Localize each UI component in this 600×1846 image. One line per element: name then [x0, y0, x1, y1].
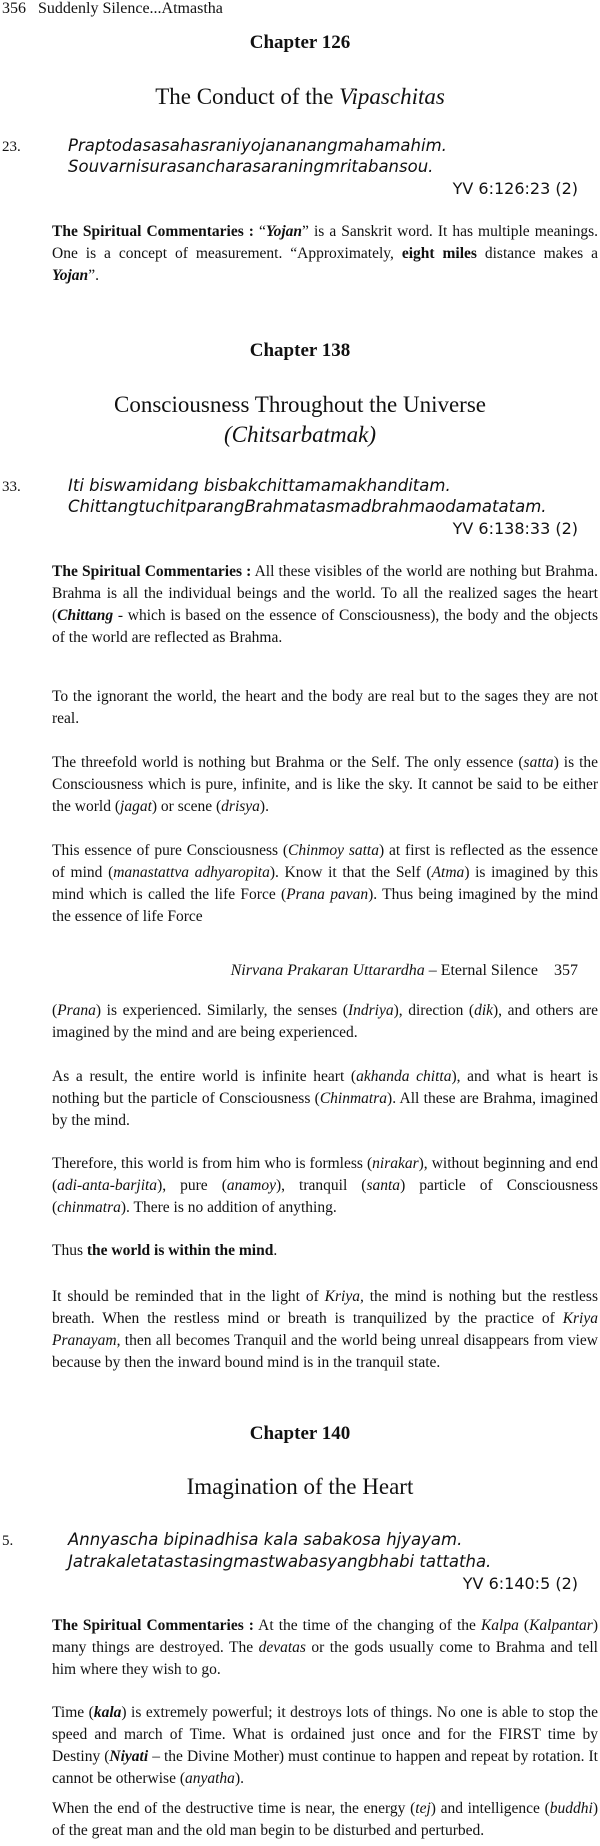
page-number: 356: [2, 0, 26, 17]
book-title: Suddenly Silence...Atmastha: [38, 0, 223, 17]
verse-line: Praptodasasahasraniyojananangmahamahim.: [68, 136, 447, 155]
chapter-heading: Chapter 138: [249, 340, 351, 361]
body-paragraph: As a result, the entire world is infinite heart (akhanda chitta), and what is heart is nothing but the particle of Consciousness (Chinmatra). All these are Brahma, imagined by the mind.: [52, 1068, 599, 1129]
body-paragraph: This essence of pure Consciousness (Chinmoy satta) at first is reflected as the essence of mind (manastattva adhyaropita). Know it that the Self (Atma) is imagined by this mind which is called the life Force (Prana pavan). Thus being imagined by the mind the essence of life Force: [52, 842, 598, 925]
body-paragraph: It should be reminded that in the light of Kriya, the mind is nothing but the restless breath. When the restless mind or breath is tranquilized by the practice of Kriya Pranayam, then all becomes Tranquil and the world being unreal disappears from view because by then the inward bound mind is in the tranquil state.: [52, 1288, 598, 1371]
body-paragraph: To the ignorant the world, the heart and the body are real but to the sages they are not real.: [52, 688, 598, 727]
chapter-title: [0, 82, 600, 112]
section-name: Nirvana Prakaran Uttarardha: [230, 962, 425, 979]
verse-line: Iti biswamidang bisbakchittamamakhanditam.: [68, 476, 451, 495]
commentary-label: The Spiritual Commentaries :: [52, 223, 254, 240]
body-paragraph: Thus the world is within the mind.: [52, 1242, 278, 1259]
verse-reference: YV 6:138:33 (2): [452, 519, 578, 538]
commentary-paragraph: The Spiritual Commentaries : At the time of the changing of the Kalpa (Kalpantar) many things are destroyed. The devatas or the gods usually come to Brahma and tell him where they wish to go.: [52, 1617, 598, 1678]
commentary-label: The Spiritual Commentaries :: [52, 563, 252, 580]
verse-line: Souvarnisurasancharasaraningmritabansou.: [68, 157, 434, 176]
verse-number: 5.: [2, 1533, 14, 1549]
body-paragraph: When the end of the destructive time is near, the energy (tej) and intelligence (buddhi) of the great man and the old man begin to be disturbed and perturbed.: [52, 1800, 598, 1839]
commentary-paragraph: The Spiritual Commentaries : “Yojan” is a Sanskrit word. It has multiple meanings. One is a concept of measurement. “Approximately, eight miles distance makes a Yojan”.: [52, 223, 598, 284]
verse-number: 33.: [2, 479, 21, 495]
body-paragraph: Therefore, this world is from him who is formless (nirakar), without beginning and end (adi-anta-barjita), pure (anamoy), tranquil (santa) particle of Consciousness (chinmatra). There is no addition of anything.: [52, 1155, 599, 1216]
verse-reference: YV 6:126:23 (2): [452, 179, 578, 198]
page-number: 357: [554, 962, 578, 979]
body-paragraph: (Prana) is experienced. Similarly, the senses (Indriya), direction (dik), and others are imagined by the mind and are being experienced.: [52, 1002, 598, 1041]
running-header: [231, 962, 578, 980]
chapter-title-text: The Conduct of the: [155, 84, 340, 109]
commentary-label: The Spiritual Commentaries :: [52, 1617, 254, 1634]
body-paragraph: The threefold world is nothing but Brahma or the Self. The only essence (satta) is the Consciousness which is pure, infinite, and is like the sky. It cannot be said to be either the world (jagat) or scene (drisya).: [52, 754, 598, 815]
verse-line: Annyascha bipinadhisa kala sabakosa hjyayam.: [68, 1530, 463, 1549]
chapter-heading: Chapter 126: [249, 32, 351, 53]
book-subtitle: – Eternal Silence: [424, 962, 538, 979]
body-paragraph: Time (kala) is extremely powerful; it destroys lots of things. No one is able to stop the speed and march of Time. What is ordained just once and for the FIRST time by Destiny (Niyati – the Divine Mother) must continue to happen and repeat by rotation. It cannot be otherwise (anyatha).: [52, 1704, 598, 1787]
chapter-heading: Chapter 140: [249, 1423, 351, 1444]
verse-line: Jatrakaletatastasingmastwabasyangbhabi tattatha.: [68, 1552, 492, 1571]
verse-reference: YV 6:140:5 (2): [462, 1574, 578, 1593]
chapter-title-italic: Vipaschitas: [339, 84, 445, 109]
verse-number: 23.: [2, 139, 21, 155]
chapter-title-subtitle: (Chitsarbatmak): [223, 422, 377, 447]
page-357: [0, 960, 600, 1846]
chapter-title: Imagination of the Heart: [186, 1474, 414, 1499]
verse-line: ChittangtuchitparangBrahmatasmadbrahmaodamatatam.: [68, 497, 547, 516]
running-header: [2, 0, 223, 18]
chapter-title: Consciousness Throughout the Universe: [113, 392, 486, 417]
commentary-paragraph: The Spiritual Commentaries : All these visibles of the world are nothing but Brahma. Brahma is all the individual beings and the world. To all the realized sages the heart (Chittang - which is based on the essence of Consciousness), the body and the objects of the world are reflected as Brahma.: [52, 563, 598, 646]
